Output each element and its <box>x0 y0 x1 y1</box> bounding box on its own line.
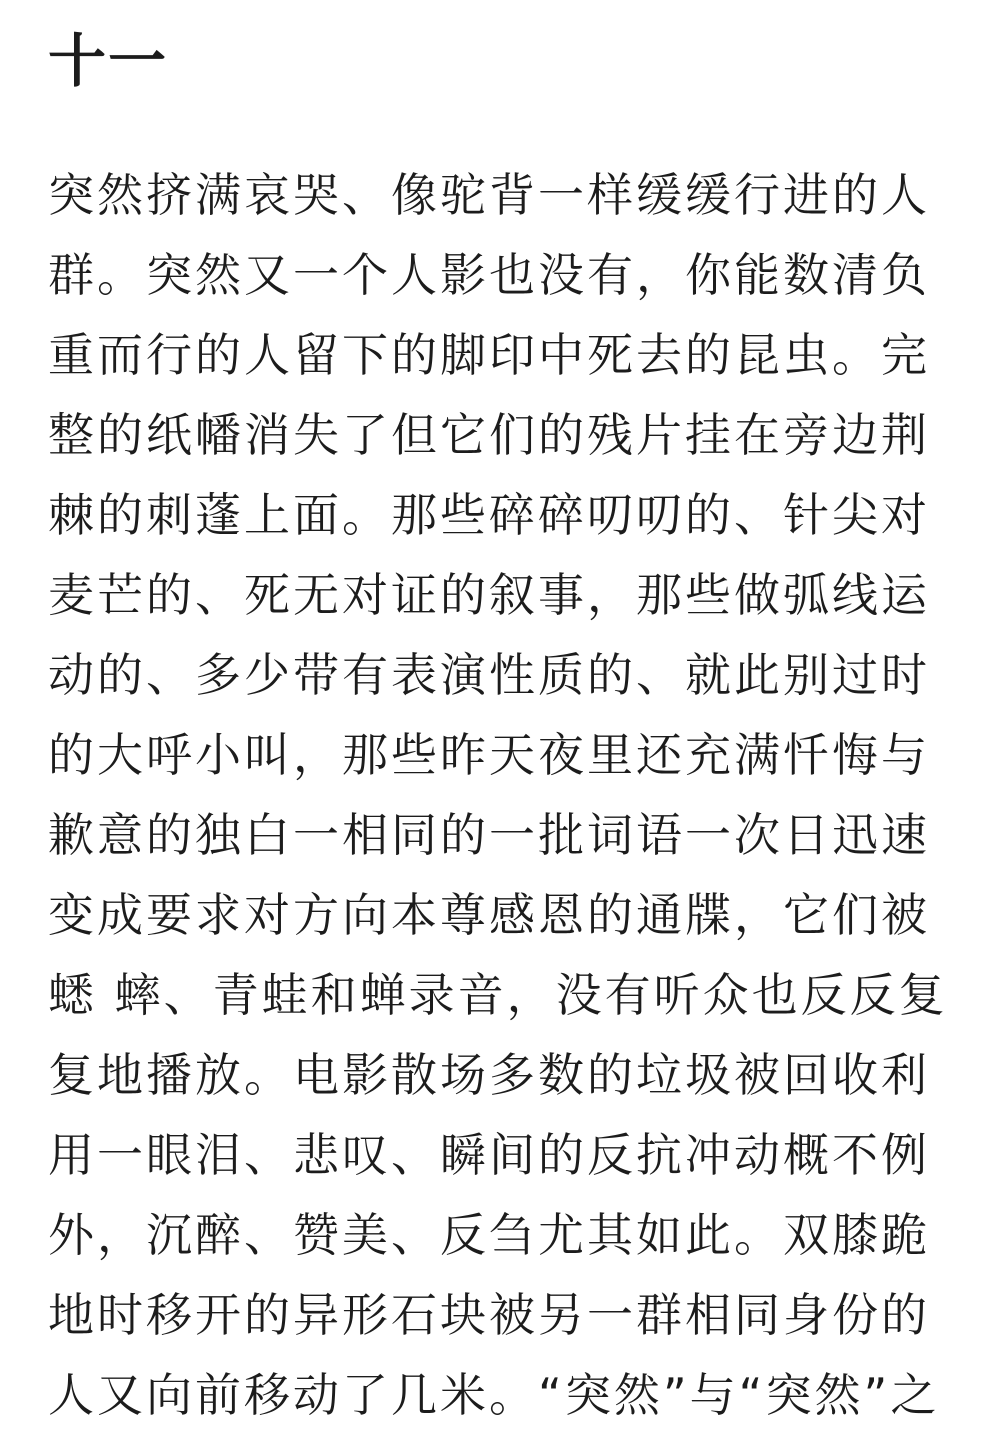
text-line: 的大呼小叫，那些昨天夜里还充满忏悔与 <box>48 728 930 782</box>
text-line: 歉意的独白一相同的一批词语一次日迅速 <box>48 808 930 862</box>
text-line: 用一眼泪、悲叹、瞬间的反抗冲动概不例 <box>48 1128 930 1182</box>
text-line: 地时移开的异形石块被另一群相同身份的 <box>48 1288 930 1342</box>
text-line: 人又向前移动了几米。“突然”与“突然”之 <box>48 1368 940 1422</box>
text-line: 外，沉醉、赞美、反刍尤其如此。双膝跪 <box>48 1208 930 1262</box>
text-line: 动的、多少带有表演性质的、就此别过时 <box>48 648 930 702</box>
chapter-title: 十一 <box>48 27 169 95</box>
article-body <box>48 155 960 1435</box>
text-line: 蟋 蟀、青蛙和蝉录音，没有听众也反反复 <box>48 968 948 1022</box>
text-line: 复地播放。电影散场多数的垃圾被回收利 <box>48 1048 930 1102</box>
text-line: 棘的刺蓬上面。那些碎碎叨叨的、针尖对 <box>48 488 930 542</box>
text-line: 麦芒的、死无对证的叙事，那些做弧线运 <box>48 568 930 622</box>
text-line: 重而行的人留下的脚印中死去的昆虫。完 <box>48 328 930 382</box>
text-line: 整的纸幡消失了但它们的残片挂在旁边荆 <box>48 408 930 462</box>
text-line: 变成要求对方向本尊感恩的通牒，它们被 <box>48 888 930 942</box>
text-line: 群。突然又一个人影也没有，你能数清负 <box>48 248 930 302</box>
text-line: 突然挤满哀哭、像驼背一样缓缓行进的人 <box>48 168 930 222</box>
